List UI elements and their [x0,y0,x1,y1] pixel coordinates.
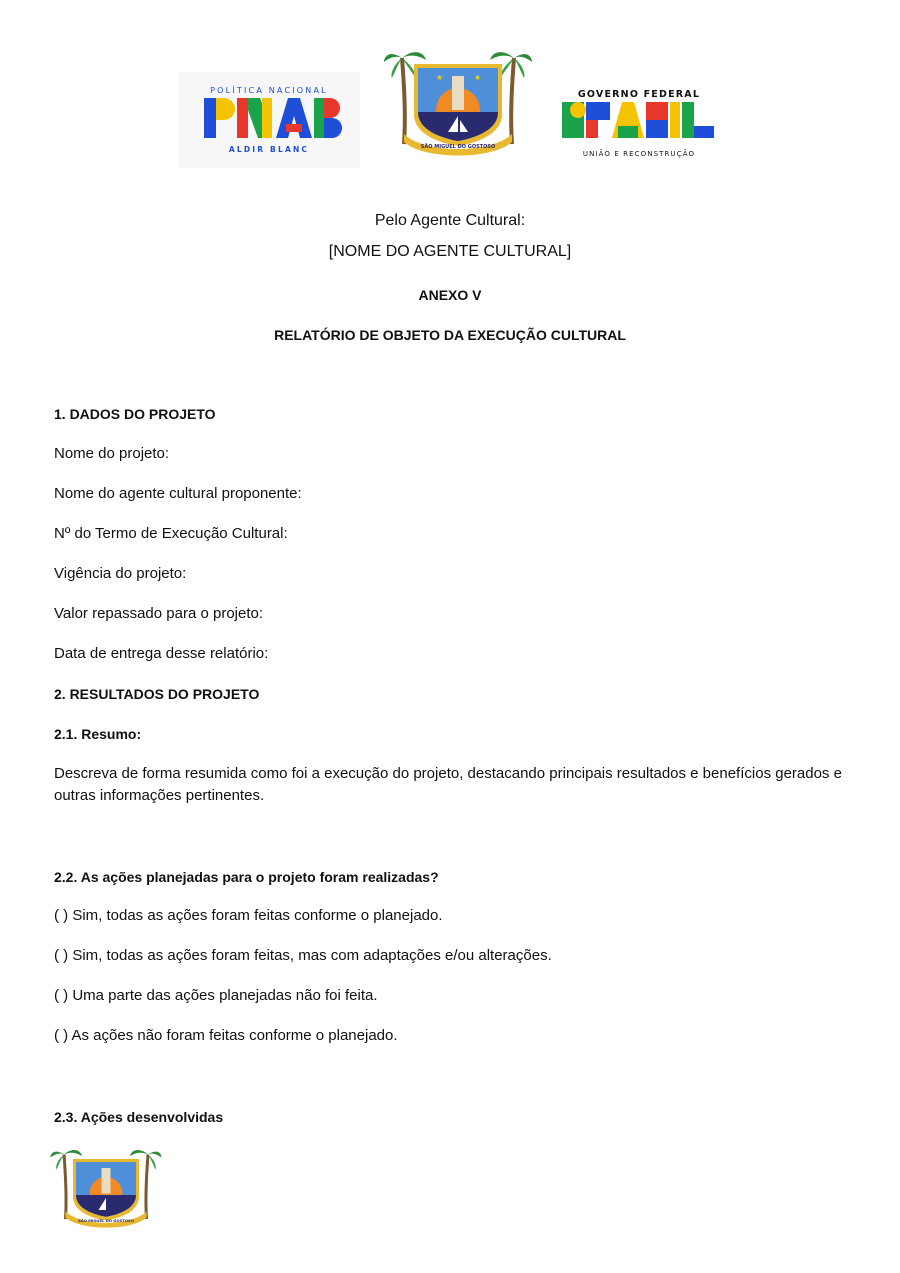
summary-heading: 2.1. Resumo: [54,726,142,742]
document-title: RELATÓRIO DE OBJETO DA EXECUÇÃO CULTURAL [274,327,626,343]
developed-actions-heading: 2.3. Ações desenvolvidas [54,1109,224,1125]
footer-seal-banner-text: SÃO MIGUEL DO GOSTOSO [78,1219,134,1223]
option-partially-done[interactable]: ( ) Uma parte das ações planejadas não foi feita. [54,987,378,1004]
actions-question: 2.2. As ações planejadas para o projeto foram realizadas? [54,869,439,885]
agent-name-placeholder: [NOME DO AGENTE CULTURAL] [328,243,572,260]
annex-label: ANEXO V [418,287,482,303]
governo-federal-logo [560,86,718,160]
svg-text:★: ★ [474,73,482,82]
field-term-number: Nº do Termo de Execução Cultural: [54,525,288,542]
field-project-validity: Vigência do projeto: [54,565,187,582]
option-all-as-planned[interactable]: ( ) Sim, todas as ações foram feitas conforme o planejado. [54,907,443,924]
summary-instructions: Descreva de forma resumida como foi a execução do projeto, destacando principais resultados e benefícios gerados e outras informações pertinentes. [54,765,842,804]
field-agent-proponent: Nome do agente cultural proponente: [54,485,302,502]
section2-heading: 2. RESULTADOS DO PROJETO [54,686,260,702]
field-report-date: Data de entrega desse relatório: [54,645,269,662]
section1-heading: 1. DADOS DO PROJETO [54,406,216,422]
pnab-logo [178,72,360,168]
footer-seal-logo [50,1144,162,1228]
field-project-name: Nome do projeto: [54,445,170,462]
seal-banner-text: SÃO MIGUEL DO GOSTOSO [420,144,496,150]
option-with-adaptations[interactable]: ( ) Sim, todas as ações foram feitas, mas com adaptações e/ou alterações. [54,947,552,964]
field-amount-transferred: Valor repassado para o projeto: [54,605,264,622]
signed-by-line: Pelo Agente Cultural: [374,212,526,229]
governo-bottom-text: UNIÃO E RECONSTRUÇÃO [582,150,696,158]
option-not-as-planned[interactable]: ( ) As ações não foram feitas conforme o planejado. [54,1027,398,1044]
pnab-bottom-text: ALDIR BLANC [228,145,310,154]
municipal-seal-logo [384,44,532,156]
governo-top-text: GOVERNO FEDERAL [577,89,701,100]
svg-text:★: ★ [436,73,444,82]
pnab-top-text: POLÍTICA NACIONAL [210,86,328,95]
